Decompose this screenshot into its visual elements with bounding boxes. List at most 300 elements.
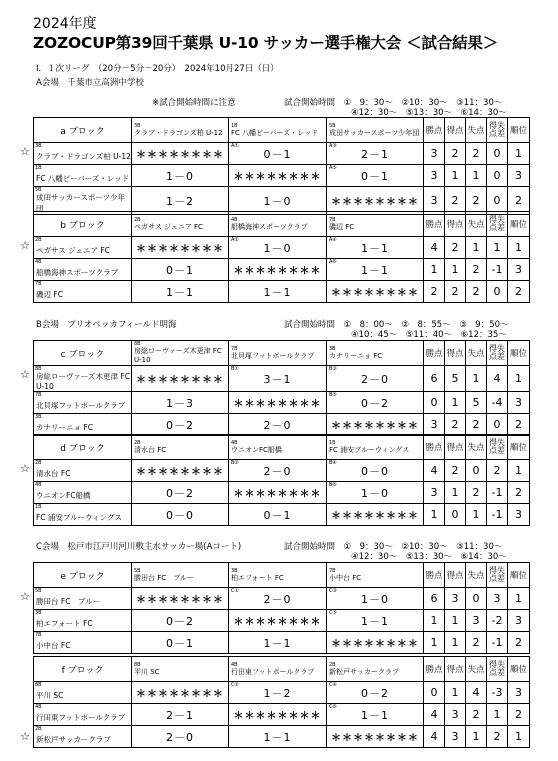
block-table <box>33 434 530 526</box>
match-number: A② <box>231 237 239 243</box>
match-number: C⑤ <box>329 610 337 616</box>
score-text: 1－0 <box>361 486 389 500</box>
seed-tag: 2B <box>35 460 42 466</box>
score-text: 0－0 <box>361 464 389 478</box>
team-name: ウニオンFC船橋 <box>231 445 282 454</box>
rank-value: 3 <box>508 504 530 526</box>
score-text: 2－1 <box>166 708 194 722</box>
self-match-cell: ＊＊＊＊＊＊＊＊ <box>327 632 424 654</box>
goals-for-value: 2 <box>445 143 466 165</box>
goal-diff-value: 1 <box>487 237 508 259</box>
rank-value: 3 <box>508 610 530 632</box>
seed-tag: 1B <box>35 504 42 510</box>
rank-value: 2 <box>508 704 530 726</box>
league-info: Ⅰ．１次リーグ （20分－5分－20分） 2024年10月27日（日） <box>36 64 279 74</box>
goals-against-header: 失点 <box>466 563 487 588</box>
seed-tag: 2B <box>329 661 336 668</box>
team-name: 勝田台 FC ブルー <box>134 573 194 582</box>
match-score <box>229 237 327 259</box>
goals-for-value: 0 <box>445 504 466 526</box>
goals-for-value: 2 <box>445 281 466 303</box>
rank-value: 2 <box>508 281 530 303</box>
seed-tag: 2B <box>35 726 42 732</box>
self-match-cell: ＊＊＊＊＊＊＊＊ <box>327 187 424 215</box>
team-name: 行田東フットボールクラブ <box>36 712 126 722</box>
match-number: A⑥ <box>329 259 337 265</box>
team-cell <box>34 237 132 259</box>
score-text: 1－0 <box>361 592 389 606</box>
team-name: 小中台 FC <box>36 640 71 650</box>
score-text: 1－1 <box>166 285 194 299</box>
score-text: 0－1 <box>166 636 194 650</box>
goal-diff-value: 0 <box>487 187 508 215</box>
block-table <box>33 117 530 215</box>
seed-tag: 8B <box>35 366 42 372</box>
points-value: 4 <box>424 237 445 259</box>
opponent-header <box>229 341 327 366</box>
score-text: 2－1 <box>361 147 389 161</box>
seed-tag: 3B <box>35 610 42 616</box>
team-name: 房総ローヴァーズ木更津 FC U-10 <box>36 372 130 391</box>
time-note: ※試合開始時間に注意 <box>152 98 236 108</box>
match-score <box>132 504 229 526</box>
points-value: 4 <box>424 704 445 726</box>
seed-tag: 7B <box>329 567 336 574</box>
team-name: FC 八幡ビーバーズ・レッド <box>36 173 130 183</box>
score-text: 0－2 <box>361 686 389 700</box>
score-text: 1－0 <box>263 241 292 255</box>
rank-value: 1 <box>508 726 530 748</box>
goals-against-value: 2 <box>466 281 487 303</box>
score-text: 0－2 <box>166 614 194 628</box>
goal-diff-header: 得失点差 <box>487 435 508 460</box>
seed-tag: 3B <box>329 345 336 352</box>
venue-name: C会場 松戸市江戸川河川敷主水サッカー場(Aコート) <box>36 542 242 552</box>
goals-against-value: 2 <box>466 414 487 436</box>
goals-for-value: 2 <box>445 237 466 259</box>
goal-diff-value: 1 <box>487 704 508 726</box>
goals-against-value: 3 <box>466 610 487 632</box>
self-match-cell: ＊＊＊＊＊＊＊＊ <box>229 392 327 414</box>
points-header: 勝点 <box>424 563 445 588</box>
goals-for-value: 1 <box>445 682 466 704</box>
team-row <box>34 704 530 726</box>
points-value: 3 <box>424 482 445 504</box>
seed-tag: 1B <box>329 439 336 446</box>
match-score <box>327 610 424 632</box>
rank-header: 順位 <box>508 341 530 366</box>
goal-diff-value: 0 <box>487 414 508 436</box>
goals-against-value: 0 <box>466 460 487 482</box>
goals-against-value: 4 <box>466 682 487 704</box>
points-value: 2 <box>424 281 445 303</box>
seed-tag: 3B <box>35 143 42 149</box>
seed-tag: 8B <box>134 341 141 347</box>
score-text: 0－1 <box>263 147 292 161</box>
match-score <box>327 704 424 726</box>
goal-diff-value: -4 <box>487 392 508 414</box>
match-number: A④ <box>329 237 337 243</box>
team-cell <box>34 632 132 654</box>
goal-diff-value: 0 <box>487 143 508 165</box>
goal-diff-value: -1 <box>487 482 508 504</box>
score-text: 2－0 <box>263 592 292 606</box>
goal-diff-value: -1 <box>487 632 508 654</box>
seed-tag: 8B <box>134 661 141 668</box>
match-score <box>229 460 327 482</box>
match-score <box>132 281 229 303</box>
goals-against-header: 失点 <box>466 657 487 682</box>
kickoff-times-row1: 試合開始時間 ① 9：30～ ②10：30～ ③11：30～ <box>284 98 503 108</box>
match-number: A⑤ <box>329 165 337 171</box>
goals-against-value: 2 <box>466 259 487 281</box>
points-value: 1 <box>424 610 445 632</box>
seed-tag: 5B <box>329 122 336 129</box>
points-value: 1 <box>424 259 445 281</box>
team-row <box>34 504 530 526</box>
points-value: 1 <box>424 504 445 526</box>
opponent-header <box>132 212 229 237</box>
team-name: ペガサス ジュニア FC <box>134 222 203 231</box>
match-number: C⑥ <box>329 704 337 710</box>
match-number: B⑥ <box>329 482 337 488</box>
match-number: A③ <box>329 143 337 149</box>
match-score <box>132 482 229 504</box>
opponent-header <box>327 118 424 143</box>
opponent-header <box>229 563 327 588</box>
points-value: 6 <box>424 588 445 610</box>
seed-tag: 4B <box>35 259 42 265</box>
goals-for-header: 得点 <box>445 341 466 366</box>
team-row <box>34 482 530 504</box>
seed-tag: 4B <box>35 482 42 488</box>
team-name: 柏エフォート FC <box>36 618 93 628</box>
team-name: クラブ・ドラゴンズ柏 U-12 <box>36 151 131 161</box>
score-text: 1－2 <box>263 686 292 700</box>
advance-star-icon: ☆ <box>20 239 30 252</box>
match-score <box>132 726 229 748</box>
match-number: C④ <box>329 682 337 688</box>
advance-star-icon: ☆ <box>20 368 30 381</box>
score-text: 0－1 <box>361 169 389 183</box>
team-cell <box>34 504 132 526</box>
seed-tag: 3B <box>134 122 141 129</box>
opponent-header <box>327 657 424 682</box>
self-match-cell: ＊＊＊＊＊＊＊＊ <box>327 414 424 436</box>
match-score <box>327 143 424 165</box>
team-cell <box>34 392 132 414</box>
rank-value: 1 <box>508 237 530 259</box>
team-row <box>34 414 530 436</box>
score-text: 1－3 <box>166 396 194 410</box>
goal-diff-value: -2 <box>487 610 508 632</box>
rank-value: 2 <box>508 632 530 654</box>
points-header: 勝点 <box>424 657 445 682</box>
team-name: 房総ローヴァーズ木更津 FC U-10 <box>134 347 222 364</box>
team-row <box>34 143 530 165</box>
goal-diff-header: 得失点差 <box>487 118 508 143</box>
team-name: 北貝塚フットボールクラブ <box>36 400 126 410</box>
points-value: 3 <box>424 165 445 187</box>
points-value: 4 <box>424 726 445 748</box>
points-header: 勝点 <box>424 435 445 460</box>
team-name: FC 浦安ブルーウィングス <box>36 512 122 522</box>
rank-value: 2 <box>508 187 530 215</box>
block-table <box>33 211 530 303</box>
rank-value: 1 <box>508 366 530 392</box>
seed-tag: 2B <box>134 216 141 223</box>
rank-header: 順位 <box>508 118 530 143</box>
points-value: 4 <box>424 460 445 482</box>
score-text: 1－0 <box>263 194 292 208</box>
match-score <box>229 281 327 303</box>
self-match-cell: ＊＊＊＊＊＊＊＊ <box>132 237 229 259</box>
points-value: 0 <box>424 392 445 414</box>
self-match-cell: ＊＊＊＊＊＊＊＊ <box>132 143 229 165</box>
match-score <box>229 414 327 436</box>
goals-for-value: 3 <box>445 726 466 748</box>
score-text: 2－0 <box>263 464 292 478</box>
goals-for-value: 1 <box>445 610 466 632</box>
match-number: A① <box>231 143 239 149</box>
advance-star-icon: ☆ <box>20 145 30 158</box>
team-cell <box>34 281 132 303</box>
score-text: 3－1 <box>263 372 292 386</box>
opponent-header <box>327 341 424 366</box>
goals-against-value: 1 <box>466 504 487 526</box>
block-label: f ブロック <box>34 657 132 682</box>
team-name: 北貝塚フットボールクラブ <box>231 351 315 360</box>
block-table <box>33 562 530 654</box>
score-text: 0－1 <box>263 508 292 522</box>
year-heading: 2024年度 <box>33 16 97 32</box>
goals-against-value: 2 <box>466 704 487 726</box>
match-score <box>327 366 424 392</box>
team-name: 平川 SC <box>36 690 64 700</box>
goals-against-header: 失点 <box>466 212 487 237</box>
points-value: 3 <box>424 143 445 165</box>
venue-name: A会場 千葉市立高洲中学校 <box>36 78 144 88</box>
goals-for-value: 1 <box>445 259 466 281</box>
opponent-header <box>327 563 424 588</box>
match-score <box>132 632 229 654</box>
team-name: 清水台 FC <box>36 468 71 478</box>
seed-tag: 7B <box>329 216 336 223</box>
rank-value: 3 <box>508 259 530 281</box>
team-cell <box>34 165 132 187</box>
score-text: 2－0 <box>263 418 292 432</box>
rank-value: 3 <box>508 392 530 414</box>
goal-diff-value: 2 <box>487 726 508 748</box>
match-score <box>229 682 327 704</box>
self-match-cell: ＊＊＊＊＊＊＊＊ <box>327 504 424 526</box>
team-name: 新松戸サッカークラブ <box>36 734 111 744</box>
score-text: 0－1 <box>166 263 194 277</box>
seed-tag: 4B <box>231 216 238 223</box>
goals-for-header: 得点 <box>445 435 466 460</box>
goal-diff-header: 得失点差 <box>487 563 508 588</box>
opponent-header <box>132 563 229 588</box>
goal-diff-header: 得失点差 <box>487 657 508 682</box>
team-row <box>34 682 530 704</box>
score-text: 1－1 <box>263 730 292 744</box>
seed-tag: 4B <box>35 704 42 710</box>
opponent-header <box>132 435 229 460</box>
goals-for-header: 得点 <box>445 657 466 682</box>
score-text: 1－1 <box>361 241 389 255</box>
opponent-header <box>132 118 229 143</box>
team-name: 磯辺 FC <box>36 289 63 299</box>
team-cell <box>34 414 132 436</box>
self-match-cell: ＊＊＊＊＊＊＊＊ <box>229 704 327 726</box>
venue-name: B会場 プリオベッカフィールド明海 <box>36 320 177 330</box>
block-table <box>33 340 530 436</box>
rank-header: 順位 <box>508 435 530 460</box>
goals-for-header: 得点 <box>445 563 466 588</box>
team-name: 船橋海神スポーツクラブ <box>231 222 308 231</box>
score-text: 0－2 <box>166 486 194 500</box>
seed-tag: 5B <box>35 187 42 193</box>
advance-star-icon: ☆ <box>20 590 30 603</box>
team-name: 新松戸サッカークラブ <box>329 667 399 676</box>
match-number: C② <box>231 682 239 688</box>
goals-for-value: 5 <box>445 366 466 392</box>
match-score <box>327 259 424 281</box>
block-header-row <box>34 341 530 366</box>
self-match-cell: ＊＊＊＊＊＊＊＊ <box>327 726 424 748</box>
goal-diff-value: 3 <box>487 588 508 610</box>
goals-against-value: 2 <box>466 482 487 504</box>
kickoff-times-row2: ④10：45～ ⑤11：40～ ⑥12：35～ <box>351 330 507 340</box>
match-score <box>229 588 327 610</box>
points-header: 勝点 <box>424 118 445 143</box>
goal-diff-header: 得失点差 <box>487 212 508 237</box>
opponent-header <box>229 657 327 682</box>
match-score <box>327 482 424 504</box>
match-score <box>132 392 229 414</box>
team-name: 成田サッカースポーツ少年団 <box>329 128 420 137</box>
goals-for-header: 得点 <box>445 118 466 143</box>
match-score <box>327 165 424 187</box>
goal-diff-header: 得失点差 <box>487 341 508 366</box>
score-text: 1－1 <box>361 614 389 628</box>
rank-value: 2 <box>508 414 530 436</box>
score-text: 0－2 <box>166 418 194 432</box>
points-header: 勝点 <box>424 341 445 366</box>
match-number: B⑤ <box>329 392 337 398</box>
match-score <box>132 414 229 436</box>
team-row <box>34 460 530 482</box>
team-name: 清水台 FC <box>134 445 167 454</box>
self-match-cell: ＊＊＊＊＊＊＊＊ <box>132 682 229 704</box>
goal-diff-value: -3 <box>487 682 508 704</box>
opponent-header <box>327 435 424 460</box>
match-number: B③ <box>329 366 337 372</box>
score-text: 2－0 <box>166 730 194 744</box>
kickoff-times-row2: ④12：30～ ⑤13：30～ ⑥14：30～ <box>351 552 507 562</box>
seed-tag: 2B <box>35 237 42 243</box>
team-row <box>34 392 530 414</box>
self-match-cell: ＊＊＊＊＊＊＊＊ <box>327 281 424 303</box>
self-match-cell: ＊＊＊＊＊＊＊＊ <box>132 588 229 610</box>
goals-against-value: 1 <box>466 165 487 187</box>
team-name: クラブ・ドラゴンズ柏 U-12 <box>134 128 223 137</box>
rank-header: 順位 <box>508 657 530 682</box>
team-cell <box>34 460 132 482</box>
match-score <box>132 704 229 726</box>
seed-tag: 3B <box>231 567 238 574</box>
goals-against-value: 1 <box>466 366 487 392</box>
goal-diff-value: 0 <box>487 165 508 187</box>
match-score <box>327 237 424 259</box>
match-score <box>327 392 424 414</box>
points-header: 勝点 <box>424 212 445 237</box>
team-row <box>34 259 530 281</box>
team-cell <box>34 482 132 504</box>
page-title: ZOZOCUP第39回千葉県 U-10 サッカー選手権大会 ＜試合結果＞ <box>33 34 498 52</box>
opponent-header <box>229 212 327 237</box>
team-name: FC 浦安ブルーウィングス <box>329 445 410 454</box>
seed-tag: 5B <box>35 588 42 594</box>
goals-for-value: 2 <box>445 460 466 482</box>
match-score <box>229 632 327 654</box>
goal-diff-value: -1 <box>487 504 508 526</box>
opponent-header <box>132 657 229 682</box>
goals-for-header: 得点 <box>445 212 466 237</box>
goals-against-value: 0 <box>466 588 487 610</box>
team-row <box>34 588 530 610</box>
goals-against-header: 失点 <box>466 435 487 460</box>
block-header-row <box>34 118 530 143</box>
team-row <box>34 632 530 654</box>
goals-against-header: 失点 <box>466 341 487 366</box>
seed-tag: 4B <box>231 439 238 446</box>
advance-star-icon: ☆ <box>20 462 30 475</box>
rank-value: 1 <box>508 143 530 165</box>
seed-tag: 7B <box>35 281 42 287</box>
self-match-cell: ＊＊＊＊＊＊＊＊ <box>229 482 327 504</box>
goal-diff-value: 0 <box>487 281 508 303</box>
team-row <box>34 610 530 632</box>
seed-tag: 3B <box>35 414 42 420</box>
team-cell <box>34 259 132 281</box>
team-name: 勝田台 FC ブルー <box>36 596 101 606</box>
match-score <box>229 366 327 392</box>
team-row <box>34 165 530 187</box>
rank-value: 2 <box>508 482 530 504</box>
rank-value: 3 <box>508 682 530 704</box>
match-score <box>229 143 327 165</box>
team-name: 成田サッカースポーツ少年団 <box>36 193 126 213</box>
block-label: e ブロック <box>34 563 132 588</box>
points-value: 3 <box>424 187 445 215</box>
team-row <box>34 726 530 748</box>
goals-for-value: 1 <box>445 482 466 504</box>
seed-tag: 7B <box>35 392 42 398</box>
goal-diff-value: 4 <box>487 366 508 392</box>
rank-value: 1 <box>508 460 530 482</box>
match-score <box>229 504 327 526</box>
opponent-header <box>132 341 229 366</box>
seed-tag: 1B <box>35 165 42 171</box>
score-text: 0－0 <box>166 508 194 522</box>
goals-for-value: 2 <box>445 414 466 436</box>
score-text: 1－0 <box>166 169 194 183</box>
advance-star-icon: ☆ <box>20 730 30 743</box>
score-text: 1－1 <box>361 708 389 722</box>
goals-against-value: 2 <box>466 143 487 165</box>
opponent-header <box>327 212 424 237</box>
